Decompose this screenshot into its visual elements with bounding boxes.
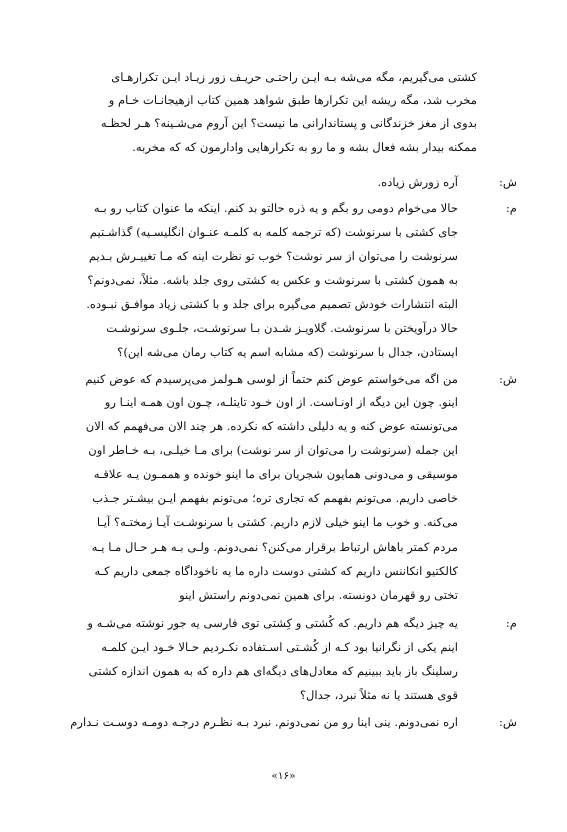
text-line: موسیقی و می‌دونی همایون شجریان برای ما اینو خونده و هممـون یـه علاقـه — [93, 467, 458, 481]
text-line: آره زورش زیاده. — [377, 175, 458, 189]
speaker-label: ش: — [498, 175, 517, 189]
text-line: مخرب شد، مگه ریشه این تکرارها طبق شواهد همین کتاب ازهیجانـات خـام و — [108, 93, 477, 107]
text-line: ممکنه بیدار بشه فعال بشه و ما رو به تکرارهایی وادارمون که که مخربه. — [132, 140, 477, 154]
page-number: «۱۶» — [271, 770, 296, 782]
text-line: خاصی داریم. می‌تونم بفهمم که تجاری تره؛ می‌تونم بفهمم ایـن بیشـتر جـذب — [92, 491, 458, 505]
text-line: می‌کنه. و خوب ما اینو خیلی لازم داریم. کشتی با سرنوشـت آیـا زمختـه؟ آیـا — [96, 515, 458, 529]
text-line: حالا درآویختن با سرنوشت. گلاویـز شـدن بـا سرنوشـت، جلـوی سرنوشـت — [106, 321, 458, 335]
text-line: مردم کمتر باهاش ارتباط برقرار می‌کنن؟ نمی‌دونم. ولـی بـه هـر حـال مـا یـه — [91, 540, 458, 554]
text-line: اینم یکی از نگرانیا بود کـه از کُشـتی اسـتفاده نکـردیم حـالا خـود ایـن کلمـه — [101, 640, 458, 654]
text-line: اینو. چون این دیگه از اونـاست. از اون خـود تایتلـه، چـون اون همـه اینـا رو — [104, 395, 458, 409]
speaker-label: ش: — [498, 715, 517, 729]
text-line: من اگه می‌خواستم عوض کنم حتماً از لوسی هـولمز می‌پرسیدم که عوض کنیم — [85, 372, 458, 386]
text-line: می‌تونسته عوض کنه و یه دلیلی داشته که نکرده. هر چند الان می‌فهمم که الان — [85, 419, 458, 433]
text-line: البته انتشارات خودش تصمیم می‌گیره برای جلد و با کشتی زیاد موافـق نبـوده. — [86, 297, 458, 311]
text-line: یه چیز دیگه هم داریم. که کُشتی و کِشتی توی فارسی یه جور نوشته می‌شـه و — [87, 616, 458, 630]
speaker-label: ش: — [498, 372, 517, 386]
text-line: سرنوشت را می‌توان از سر نوشت؟ خوب تو نظرت اینه که مـا تغییـرش بـدیم — [88, 249, 458, 263]
text-line: جای کشتی با سرنوشت (که ترجمه کلمه به کلمـه عنـوان انگلیسـیه) گذاشـتیم — [89, 225, 458, 239]
text-line: حالا می‌خوام دومی رو بگم و یه ذره حالتو بد کنم. اینکه ما عنوان کتاب رو بـه — [93, 201, 458, 215]
text-line: به همون کشتی با سرنوشت و عکس یه کشتی روی جلد باشه. مثلاً، نمی‌دونم؟ — [87, 273, 458, 287]
text-line: کالکتیو انکاننس داریم که کشتی دوست داره ما یه ناخوداگاه جمعی داریم کـه — [94, 564, 458, 578]
text-line: تختی رو قهرمان دونسته. برای همین نمی‌دونم راستش اینو — [179, 588, 458, 602]
speaker-label: م: — [505, 616, 517, 630]
text-line: رسلینگ باز باید ببینیم که معادل‌های دیگه‌ای هم داره که به همون اندازه کشتی — [88, 664, 458, 678]
text-line: قوی هستند یا نه مثلاً نبرد، جدال؟ — [299, 688, 458, 702]
text-line: این جمله (سرنوشت را می‌توان از سر نوشت) برای مـا خیلـی، بـه خـاطر اون — [88, 443, 458, 457]
text-line: کشتی می‌گیریم، مگه می‌شه بـه ایـن راحتـی حریـف زور زیـاد ایـن تکرارهـای — [111, 70, 477, 84]
speaker-label: م: — [505, 201, 517, 215]
text-line: ایستادن، جدال با سرنوشت (که مشابه اسم یه کتاب رمان می‌شه این)؟ — [117, 345, 458, 359]
text-line: بدوی از مغز خزندگانی و پستاندارانی ما نیست؟ این آروم می‌شـینه؟ هـر لحظـه — [100, 116, 477, 130]
text-line: اره نمی‌دونم. ینی اینا رو من نمی‌دونم. نبرد بـه نظـرم درجـه دومـه دوسـت نـدارم — [70, 715, 458, 729]
